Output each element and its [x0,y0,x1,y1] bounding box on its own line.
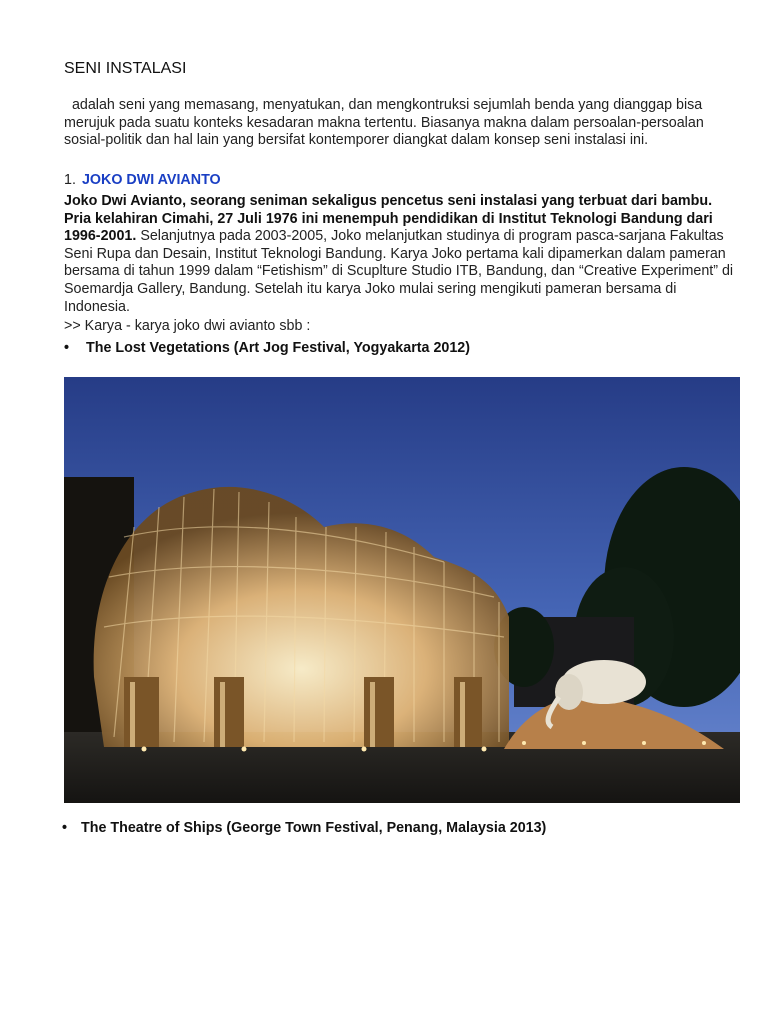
artist-name-link[interactable]: JOKO DWI AVIANTO [81,172,221,188]
installation-photo [64,377,740,803]
artist-bio-paragraph [64,193,740,316]
bio-bold-text: Joko Dwi Avianto, seorang seniman sekaligus pencetus seni instalasi yang terbuat dari bambu. Pria kelahiran Cimahi, 27 Juli 1976 ini menempuh pendidikan di Institut Teknologi Bandung dari 1996-2001. [64,193,713,245]
bio-text: Selanjutnya pada 2003-2005, Joko melanjutkan studinya di program pasca-sarjana Fakultas Seni Rupa dan Desain, Institut Teknologi Bandung. Karya Joko pertama kali dipamerkan dalam pameran bersama di tahun 1999 dalam “Fetishism” di Scuplture Studio ITB, Bandung, dan “Creative Experiment” di Soemardja Gallery, Bandung. Setelah itu karya Joko mulai sering mengikuti pameran bersama di Indonesia. [64,228,734,315]
works-intro: >> Karya - karya joko dwi avianto sbb : [64,318,311,334]
section-number: 1. [64,172,76,188]
page-title: SENI INSTALASI [64,60,187,77]
section-heading [64,172,221,188]
work-title: The Lost Vegetations (Art Jog Festival, Yogyakarta 2012) [86,340,471,356]
list-item-work [64,340,470,356]
work-title: The Theatre of Ships (George Town Festival, Penang, Malaysia 2013) [81,820,547,836]
list-item-work [62,820,546,836]
intro-paragraph: adalah seni yang memasang, menyatukan, dan mengkontruksi sejumlah benda yang dianggap bisa merujuk pada suatu konteks kesadaran makna tertentu. Biasanya makna dalam persoalan-persoalan sosial-politik dan hal lain yang bersifat kontemporer diangkat dalam konsep seni instalasi ini. [64,97,708,149]
bullet-icon: • [64,340,70,356]
bullet-icon: • [62,820,68,836]
